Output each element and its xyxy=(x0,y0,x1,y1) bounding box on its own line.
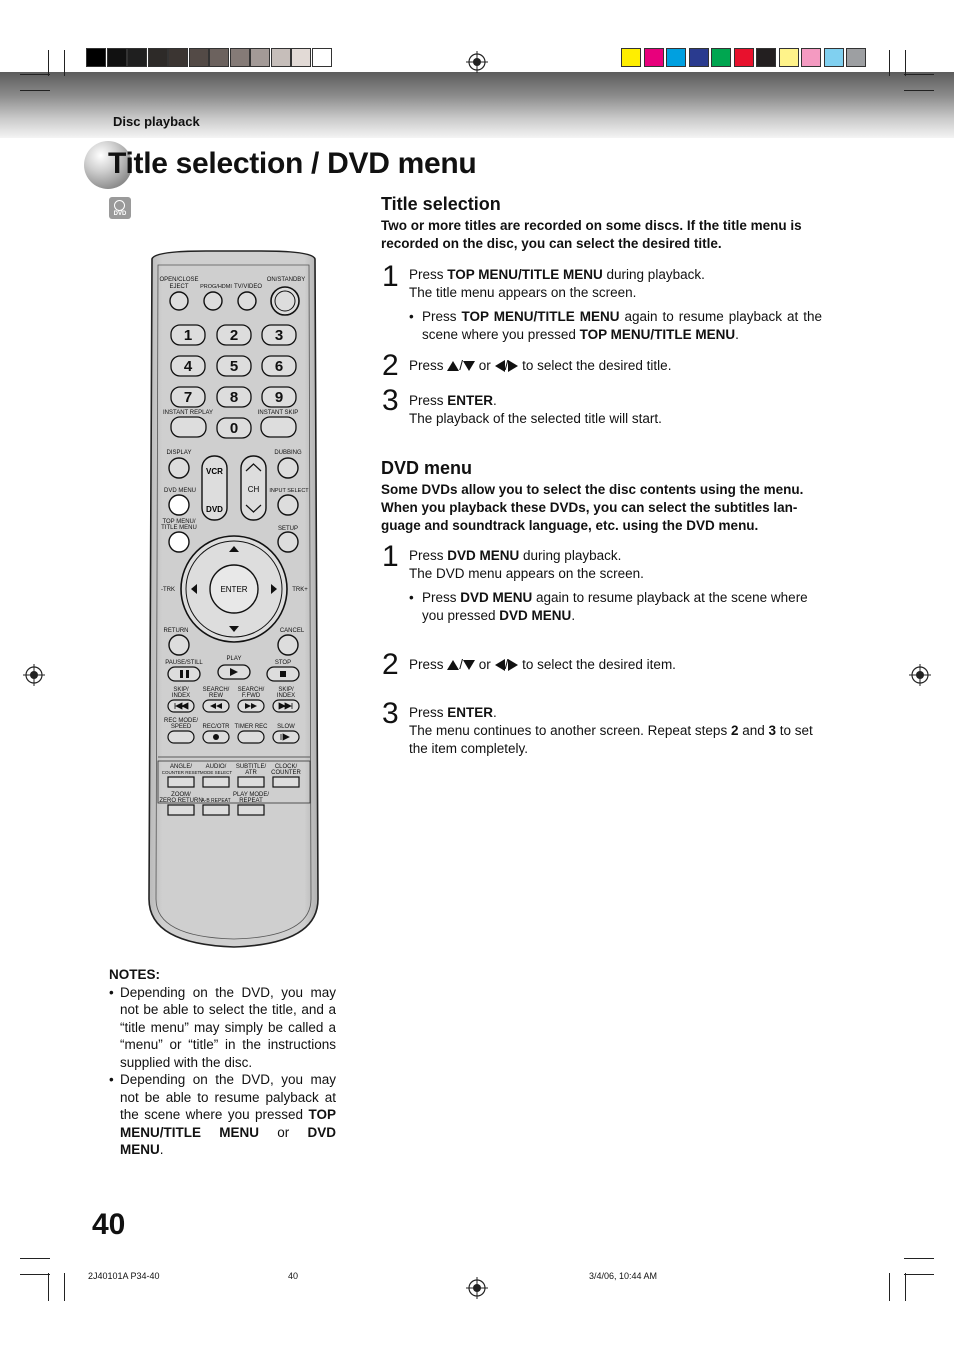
prog-hdmi-button[interactable] xyxy=(204,292,222,310)
color-calibration-bar xyxy=(621,0,869,70)
remote-label-prog-hdmi: PROG/HDMI xyxy=(200,284,232,290)
remote-label-stop: STOP xyxy=(274,660,292,666)
down-arrow-icon xyxy=(463,660,475,670)
remote-label-subtitle: SUBTITLE/ xyxy=(235,764,267,770)
remote-label-index-1: INDEX xyxy=(171,693,191,699)
cancel-button[interactable] xyxy=(278,635,298,655)
calibration-swatch xyxy=(107,48,127,67)
pause-button[interactable] xyxy=(168,667,200,681)
up-arrow-icon xyxy=(447,660,459,670)
remote-label-return: RETURN xyxy=(163,628,189,634)
rec-mode-button[interactable] xyxy=(168,731,194,743)
step-number: 2 xyxy=(382,349,399,382)
step-number: 2 xyxy=(382,648,399,681)
calibration-swatch xyxy=(86,48,106,67)
remote-label-cancel: CANCEL xyxy=(279,628,305,634)
registration-mark-icon xyxy=(466,1277,488,1299)
remote-label-on-standby: ON/STANDBY xyxy=(266,277,306,283)
remote-label-setup: SETUP xyxy=(277,526,299,532)
calibration-swatch xyxy=(711,48,731,67)
play-mode-button[interactable] xyxy=(238,805,264,815)
page-title: Title selection / DVD menu xyxy=(108,147,477,180)
dubbing-button[interactable] xyxy=(278,458,298,478)
left-arrow-icon xyxy=(495,360,505,372)
calibration-swatch xyxy=(644,48,664,67)
remote-label-dubbing: DUBBING xyxy=(274,450,302,456)
remote-label-input-select: INPUT SELECT xyxy=(269,488,309,494)
remote-label-enter: ENTER xyxy=(220,585,248,594)
digit-9-label: 9 xyxy=(274,389,284,406)
remote-label-dvd: DVD xyxy=(206,505,223,514)
subtitle-button[interactable] xyxy=(238,777,264,787)
calibration-swatch xyxy=(127,48,147,67)
remote-label-skip-2: SKIP/ xyxy=(278,687,294,693)
remote-label-zero-return: ZERO RETURN xyxy=(159,798,203,804)
dvd-menu-button[interactable] xyxy=(169,495,189,515)
calibration-swatch xyxy=(666,48,686,67)
remote-label-timer-rec: TIMER REC xyxy=(234,724,268,730)
remote-label-index-2: INDEX xyxy=(276,693,296,699)
calibration-swatch xyxy=(271,48,291,67)
remote-label-zoom: ZOOM/ xyxy=(171,792,191,798)
eject-button[interactable] xyxy=(170,292,188,310)
remote-label-repeat: REPEAT xyxy=(239,798,263,804)
remote-label-instant-skip: INSTANT SKIP xyxy=(257,410,299,416)
timer-rec-button[interactable] xyxy=(238,731,264,743)
page-number: 40 xyxy=(92,1208,126,1241)
calibration-swatch xyxy=(846,48,866,67)
remote-label-play-mode: PLAY MODE/ xyxy=(232,792,270,798)
step-text: Press TOP MENU/TITLE MENU during playback. The title menu appears on the screen. xyxy=(409,267,705,300)
right-arrow-icon xyxy=(508,659,518,671)
step-text: Press ENTER. The playback of the selected title will start. xyxy=(409,393,662,426)
clock-button[interactable] xyxy=(273,777,299,787)
remote-label-atr: ATR xyxy=(245,770,257,776)
calibration-swatch xyxy=(312,48,332,67)
setup-button[interactable] xyxy=(278,532,298,552)
step-text: Press / or / to select the desired item. xyxy=(409,657,676,672)
digit-6-label: 6 xyxy=(274,358,284,375)
step-number: 3 xyxy=(382,384,399,417)
digit-0-label: 0 xyxy=(229,420,239,437)
calibration-swatch xyxy=(801,48,821,67)
step-number: 1 xyxy=(382,540,399,573)
digit-7-label: 7 xyxy=(183,389,193,406)
step-bullet: • Press TOP MENU/TITLE MENU again to resume playback at the scene where you pressed TOP MENU/TITLE MENU. xyxy=(409,309,822,342)
registration-mark-icon xyxy=(23,664,45,686)
registration-mark-icon xyxy=(466,51,488,73)
digit-4-label: 4 xyxy=(183,358,193,375)
notes-box xyxy=(109,966,336,1159)
remote-label-ch: CH xyxy=(247,485,260,494)
remote-label-eject: EJECT xyxy=(169,284,189,290)
dvd-disc-icon xyxy=(109,197,131,219)
calibration-swatch xyxy=(734,48,754,67)
remote-label-open-close: OPEN/CLOSE xyxy=(159,277,199,283)
calibration-swatch xyxy=(291,48,311,67)
calibration-swatch xyxy=(189,48,209,67)
remote-label-rec-otr: REC/OTR xyxy=(202,724,230,730)
remote-label-dvd-menu: DVD MENU xyxy=(163,488,197,494)
remote-label-counter-reset: COUNTER RESET xyxy=(161,770,201,775)
calibration-swatch xyxy=(621,48,641,67)
a-b-repeat-button[interactable] xyxy=(203,805,229,815)
angle-button[interactable] xyxy=(168,777,194,787)
step-text: Press / or / to select the desired title. xyxy=(409,358,672,373)
digit-8-label: 8 xyxy=(229,389,239,406)
remote-control-illustration xyxy=(146,249,321,949)
calibration-swatch xyxy=(148,48,168,67)
step-text: Press ENTER. The menu continues to another screen. Repeat steps 2 and 3 to set the item completely. xyxy=(409,705,813,756)
remote-label-vcr: VCR xyxy=(206,467,223,476)
top-menu-button[interactable] xyxy=(169,532,189,552)
note-item: • Depending on the DVD, you may not be able to select the title, and a “title menu” may simply be called a “menu” or “title” in the instructions supplied with the disc. xyxy=(109,984,336,1072)
remote-label-clock: CLOCK/ xyxy=(274,764,298,770)
grayscale-calibration-bar xyxy=(86,0,332,70)
dvd-menu-intro: Some DVDs allow you to select the disc contents using the menu. When you playback these DVDs, you can select the subtitles lan-guage and soundtrack language, etc. using the DVD menu. xyxy=(381,482,804,533)
remote-label-search-2: SEARCH/ xyxy=(237,687,265,693)
digit-2-label: 2 xyxy=(229,327,239,344)
remote-label-angle: ANGLE/ xyxy=(169,764,193,770)
title-selection-heading: Title selection xyxy=(381,194,501,214)
right-arrow-icon xyxy=(508,360,518,372)
calibration-swatch xyxy=(824,48,844,67)
return-button[interactable] xyxy=(169,635,189,655)
calibration-swatch xyxy=(689,48,709,67)
calibration-swatch xyxy=(168,48,188,67)
audio-button[interactable] xyxy=(203,777,229,787)
instant-skip-button[interactable] xyxy=(261,417,296,437)
remote-label-counter: COUNTER xyxy=(271,770,301,776)
remote-label-skip-1: SKIP/ xyxy=(173,687,189,693)
remote-label-tv-video: TV/VIDEO xyxy=(233,284,263,290)
calibration-swatch xyxy=(230,48,250,67)
remote-label-play: PLAY xyxy=(226,656,242,662)
notes-heading: NOTES: xyxy=(109,967,161,982)
up-arrow-icon xyxy=(447,361,459,371)
instant-replay-button[interactable] xyxy=(171,417,206,437)
section-label: Disc playback xyxy=(113,114,200,129)
remote-label-rec-mode: REC MODE/ xyxy=(163,718,199,724)
remote-label-mode-select: MODE SELECT xyxy=(199,770,233,775)
step-number: 1 xyxy=(382,260,399,293)
remote-label-top-menu: TOP MENU/ xyxy=(162,519,196,525)
remote-label-display: DISPLAY xyxy=(166,450,192,456)
remote-label-slow: SLOW xyxy=(277,724,295,730)
remote-label-speed: SPEED xyxy=(170,724,192,730)
left-arrow-icon xyxy=(495,659,505,671)
remote-label-title-menu: TITLE MENU xyxy=(161,525,197,531)
display-button[interactable] xyxy=(169,458,189,478)
step-bullet: • Press DVD MENU again to resume playback at the scene where you pressed DVD MENU. xyxy=(409,590,808,623)
step-text: Press DVD MENU during playback. The DVD menu appears on the screen. xyxy=(409,548,644,581)
calibration-swatch xyxy=(779,48,799,67)
remote-label-trk-minus: -TRK xyxy=(161,587,175,593)
down-arrow-icon xyxy=(463,361,475,371)
footer-page: 40 xyxy=(288,1271,299,1281)
digit-3-label: 3 xyxy=(274,327,284,344)
calibration-swatch xyxy=(209,48,229,67)
calibration-swatch xyxy=(756,48,776,67)
remote-label-pause-still: PAUSE/STILL xyxy=(165,660,203,666)
remote-label-instant-replay: INSTANT REPLAY xyxy=(162,410,214,416)
dvd-badge-label: DVD xyxy=(113,211,127,217)
remote-label-trk-plus: TRK+ xyxy=(292,587,308,593)
remote-label-search-1: SEARCH/ xyxy=(202,687,230,693)
footer-file-id: 2J40101A P34-40 xyxy=(88,1271,160,1281)
dvd-menu-heading: DVD menu xyxy=(381,458,473,478)
title-selection-intro: Two or more titles are recorded on some discs. If the title menu is recorded on the disc, you can select the desired title. xyxy=(381,218,802,251)
tv-video-button[interactable] xyxy=(238,292,256,310)
remote-label-rew: REW xyxy=(209,693,223,699)
step-number: 3 xyxy=(382,697,399,730)
footer-timestamp: 3/4/06, 10:44 AM xyxy=(589,1271,658,1281)
digit-5-label: 5 xyxy=(229,358,239,375)
note-item: • Depending on the DVD, you may not be able to resume palyback at the scene where you pressed TOP MENU/TITLE MENU or DVD MENU. xyxy=(109,1071,336,1159)
remote-label-a-b-repeat: A-B REPEAT xyxy=(201,798,231,804)
zoom-button[interactable] xyxy=(168,805,194,815)
digit-1-label: 1 xyxy=(183,327,193,344)
calibration-swatch xyxy=(250,48,270,67)
registration-mark-icon xyxy=(909,664,931,686)
remote-label-ffwd: F.FWD xyxy=(241,693,261,699)
remote-label-audio: AUDIO/ xyxy=(205,764,227,770)
input-select-button[interactable] xyxy=(278,495,298,515)
